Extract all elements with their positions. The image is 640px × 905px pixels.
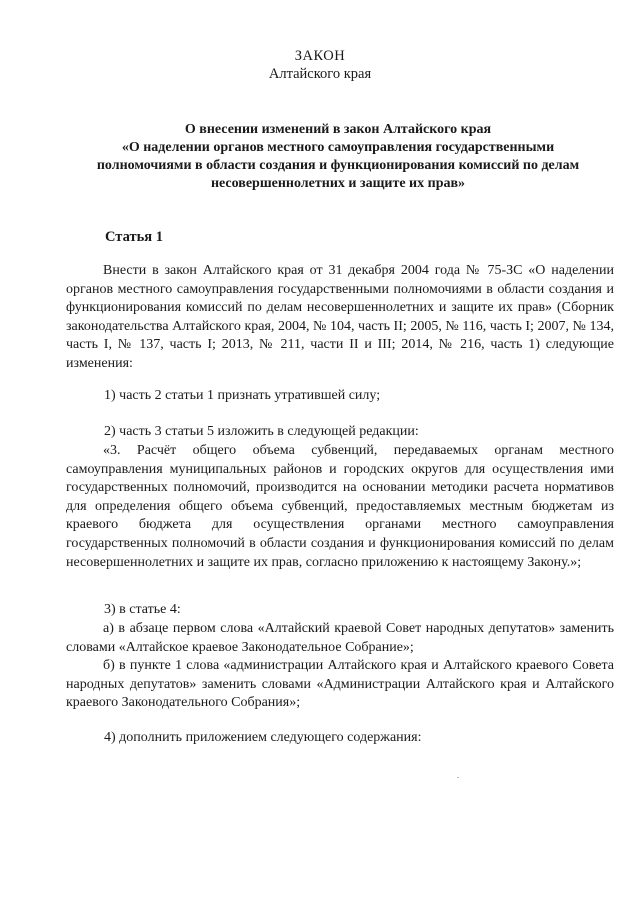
item-3: 3) в статье 4: [104, 602, 181, 617]
article-heading: Статья 1 [105, 229, 163, 245]
title-line-3: полномочиями в области создания и функционирования комиссий по делам [96, 158, 580, 173]
item-1: 1) часть 2 статьи 1 признать утратившей силу; [104, 388, 381, 403]
title-line-1: О внесении изменений в закон Алтайского края [184, 122, 492, 137]
scan-speck [457, 777, 459, 778]
document-type: ЗАКОН [294, 48, 346, 64]
document-title [60, 121, 616, 193]
intro-paragraph: Внести в закон Алтайского края от 31 декабря 2004 года № 75-ЗС «О наделении органов местного самоуправления государственными полномочиями в области создания и функционирования комиссий по делам несовершеннолетних и защите их прав» (Сборник законодательства Алтайского края, 2004, № 104, часть II; 2005, № 116, часть I; 2007, № 134, часть I, № 137, часть I; 2013, № 211, части II и III; 2014, № 216, часть 1) следующие изменения: [66, 263, 614, 371]
item-2: 2) часть 3 статьи 5 изложить в следующей редакции: [104, 424, 419, 439]
item-3b: б) в пункте 1 слова «администрации Алтайского края и Алтайского краевого Совета народных депутатов» заменить словами «Администрации Алтайского края и Алтайского краевого Законодательного Собрания»; [66, 658, 614, 711]
title-line-2: «О наделении органов местного самоуправления государственными [121, 140, 555, 155]
title-line-4: несовершеннолетних и защите их прав» [210, 176, 466, 191]
item-3a: а) в абзаце первом слова «Алтайский краевой Совет народных депутатов» заменить словами «Алтайское краевое Законодательное Собрание»; [66, 621, 614, 655]
item-4: 4) дополнить приложением следующего содержания: [104, 730, 422, 745]
document-region: Алтайского края [268, 66, 372, 82]
item-2-text: «3. Расчёт общего объема субвенций, передаваемых органам местного самоуправления муниципальных районов и городских округов для осуществления ими государственных полномочий, производится на основании методики расчета нормативов для определения общего объема субвенций, предоставляемых местным бюджетам из краевого бюджета для осуществления органами местного самоуправления государственных полномочий в области создания и функционирования комиссий по делам несовершеннолетних и защите их прав, согласно приложению к настоящему Закону.»; [66, 443, 614, 570]
